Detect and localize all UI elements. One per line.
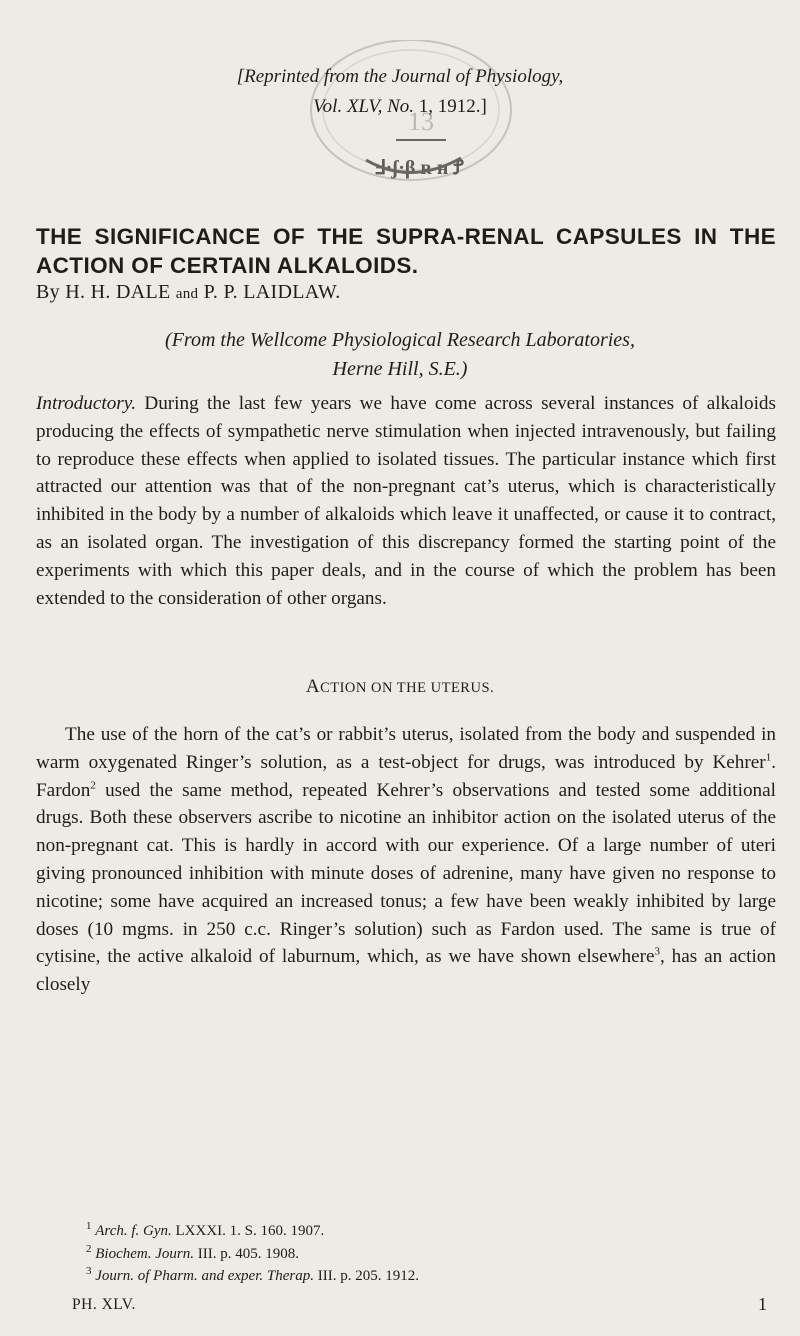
- footnote-citation: Arch. f. Gyn.: [95, 1223, 172, 1239]
- stamp-bottom-text: Ⅎ·ʃ·β ʀ ʜ Ꝭ: [374, 157, 464, 179]
- footnotes: [86, 1220, 419, 1288]
- footnote-citation: Biochem. Journ.: [95, 1245, 194, 1262]
- footnote-ref-1: 1: [765, 751, 772, 764]
- paragraph-2-part-2: . Fardon: [36, 751, 776, 801]
- signature-mark: PH. XLV.: [72, 1296, 136, 1313]
- paragraph-lead: Introductory.: [36, 393, 137, 414]
- paragraph-1-text: During the last few years we have come across several instances of alkaloids producing the effects of sympathetic nerve stimulation when injected intravenously, but failing to reproduce these effects when applied to isolated tissues. The particular instance which first attracted our attention was that of the non-pregnant cat’s uterus, which is characteristically inhibited in the body by a number of alkaloids which leave it unaffected, or cause it to contract, as an isolated organ. The investigation of this discrepancy formed the starting point of the experiments with which this paper deals, and in the course of which the problem has been extended to the consideration of other organs.: [36, 393, 776, 609]
- section-heading-initial: A: [305, 676, 321, 697]
- footnote: [86, 1243, 419, 1266]
- author-2: P. P. LAIDLAW.: [203, 281, 341, 303]
- affiliation: [0, 326, 800, 384]
- volume-rest: 1, 1912.]: [414, 96, 487, 117]
- footnote-ref-3: 3: [654, 945, 661, 958]
- footnote-details: LXXXI. 1. S. 160. 1907.: [171, 1223, 325, 1239]
- author-1: H. H. DALE: [65, 281, 171, 303]
- volume-label: Vol. XLV, No.: [313, 96, 414, 117]
- paragraph-introductory: [36, 390, 776, 612]
- footnote-details: III. p. 405. 1908.: [193, 1245, 299, 1262]
- paragraph-2-part-4: , has an action closely: [36, 946, 776, 996]
- section-heading-rest: CTION ON THE UTERUS.: [320, 680, 495, 696]
- byline: [36, 281, 341, 304]
- article-title: THE SIGNIFICANCE OF THE SUPRA-RENAL CAPSULES IN THE ACTION OF CERTAIN ALKALOIDS.: [36, 224, 776, 278]
- volume-line: [0, 96, 800, 118]
- paragraph-uterus: [36, 721, 776, 999]
- footnote-citation: Journ. of Pharm. and exper. Therap.: [95, 1268, 314, 1284]
- footnote-details: III. p. 205. 1912.: [313, 1268, 419, 1284]
- footnote-number: 1: [86, 1220, 92, 1232]
- reprint-prefix: [Reprinted from: [236, 66, 364, 87]
- footnote-number: 3: [86, 1265, 92, 1277]
- footnote: [86, 1220, 419, 1243]
- byline-by: By: [36, 281, 60, 303]
- paragraph-2-part-1: The use of the horn of the cat’s or rabbit’s uterus, isolated from the body and suspended in warm oxygenated Ringer’s solution, as a test-object for drugs, was introduced by Kehrer: [36, 724, 776, 773]
- affiliation-line-1: (From the Wellcome Physiological Research Laboratories,: [165, 329, 635, 351]
- page-number: 1: [758, 1294, 767, 1314]
- reprint-the: the: [363, 66, 392, 87]
- footnote: [86, 1265, 419, 1288]
- paragraph-2-part-3: used the same method, repeated Kehrer’s observations and tested some additional drugs. Both these observers ascribe to nicotine an inhibitor action on the isolated uterus of the non-pregnant cat. This is hardly in accord with our experience. Of a large number of uteri giving pronounced inhibition with minute doses of adrenine, many have given no response to nicotine; some have acquired an increased tonus; a few have been weakly inhibited by large doses (10 mgms. in 250 c.c. Ringer’s solution) such as Fardon used. The same is true of cytisine, the active alkaloid of laburnum, which, as we have shown elsewhere: [36, 779, 776, 968]
- section-heading: [0, 676, 800, 698]
- reprint-line: [0, 66, 800, 88]
- affiliation-line-2: Herne Hill, S.E.): [332, 358, 468, 380]
- byline-and: and: [175, 286, 199, 302]
- stamp-number: 13: [408, 107, 434, 136]
- footnote-number: 2: [86, 1242, 92, 1255]
- reprint-journal: Journal of Physiology,: [391, 66, 564, 87]
- library-stamp: [296, 40, 526, 200]
- footnote-ref-2: 2: [90, 779, 96, 792]
